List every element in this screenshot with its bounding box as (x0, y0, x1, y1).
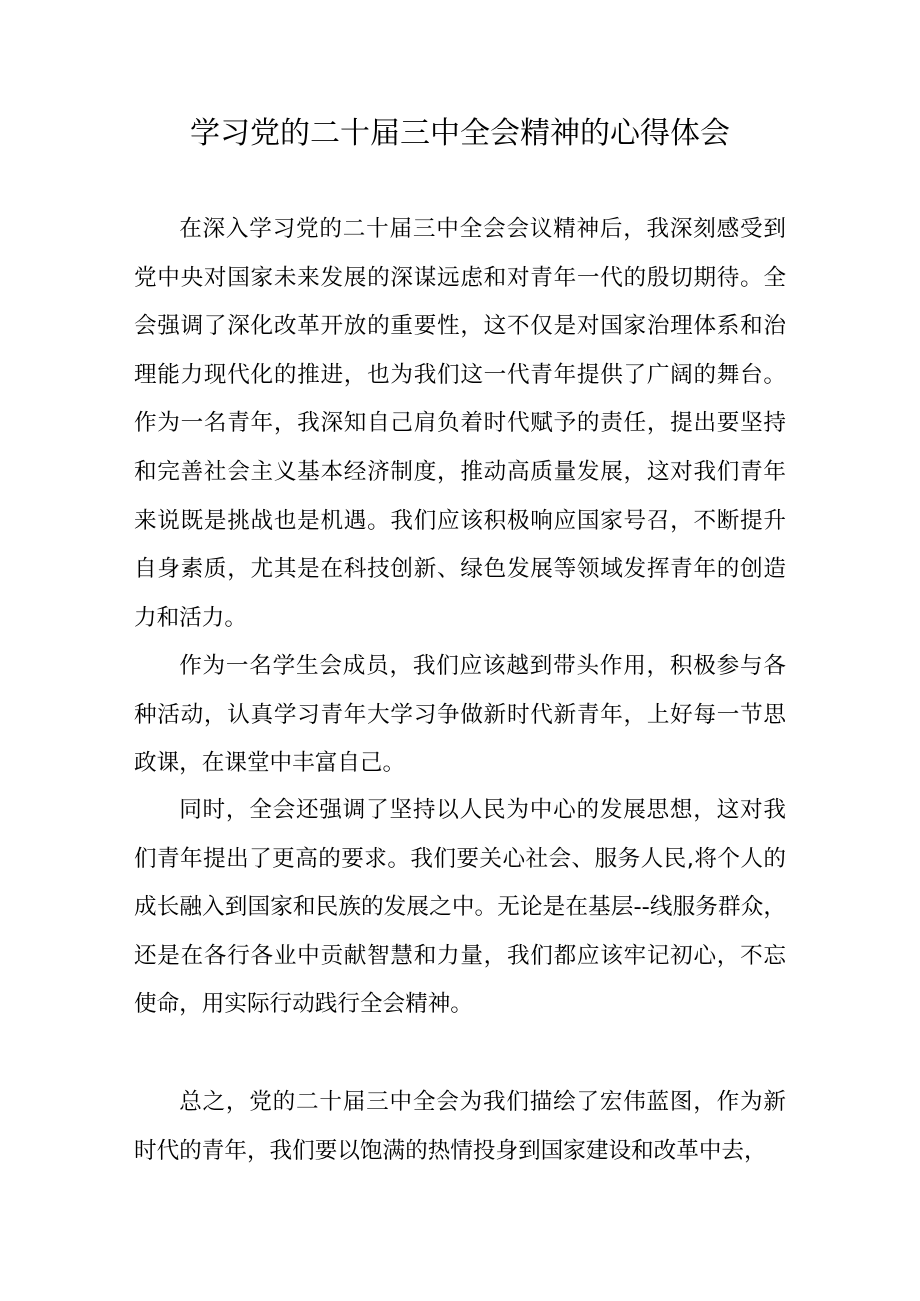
paragraph-3 (134, 786, 786, 1029)
paragraph-text: 总之，党的二十届三中全会为我们描绘了宏伟蓝图，作为新时代的青年，我们要以饱满的热情投身到国家建设和改革中去， (134, 1089, 786, 1164)
paragraph-2 (134, 642, 786, 788)
paragraph-text: 同时，全会还强调了坚持以人民为中心的发展思想，这对我们青年提出了更高的要求。我们要关心社会、服务人民,将个人的成长融入到国家和民族的发展之中。无论是在基层--线服务群众，还是在各行各业中贡献智慧和力量，我们都应该牢记初心，不忘使命，用实际行动践行全会精神。 (134, 797, 786, 1018)
paragraph-text: 作为一名学生会成员，我们应该越到带头作用，积极参与各种活动，认真学习青年大学习争做新时代新青年，上好每一节思政课，在课堂中丰富自己。 (134, 653, 786, 777)
paragraph-1 (134, 205, 786, 642)
document-title: 学习党的二十届三中全会精神的心得体会 (190, 116, 730, 151)
paragraph-4 (134, 1078, 786, 1175)
paragraph-text: 在深入学习党的二十届三中全会会议精神后，我深刻感受到党中央对国家未来发展的深谋远虑和对青年一代的殷切期待。全会强调了深化改革开放的重要性，这不仅是对国家治理体系和治理能力现代化的推进，也为我们这一代青年提供了广阔的舞台。作为一名青年，我深知自己肩负着时代赋予的责任，提出要坚持和完善社会主义基本经济制度，推动高质量发展，这对我们青年来说既是挑战也是机遇。我们应该积极响应国家号召，不断提升自身素质，尤其是在科技创新、绿色发展等领域发挥青年的创造力和活力。 (134, 216, 786, 631)
